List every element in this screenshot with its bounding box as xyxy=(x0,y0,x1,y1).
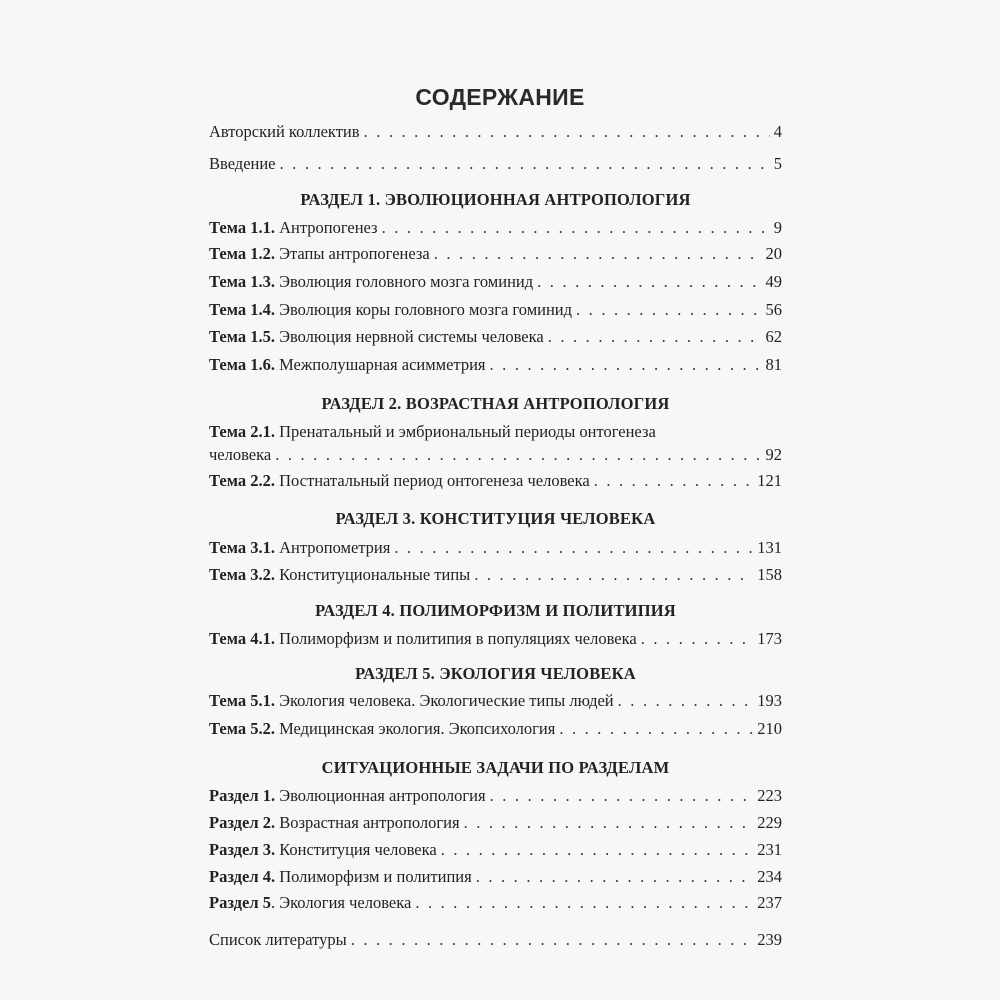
leader-dots xyxy=(594,469,754,493)
section-heading-3: РАЗДЕЛ 3. КОНСТИТУЦИЯ ЧЕЛОВЕКА xyxy=(335,509,656,528)
page-title: СОДЕРЖАНИЕ xyxy=(415,84,585,110)
toc-page-number: 92 xyxy=(765,445,782,464)
toc-page-number: 4 xyxy=(773,122,782,141)
toc-entry-number: Тема 4.1. xyxy=(209,629,275,648)
section-heading-tasks: СИТУАЦИОННЫЕ ЗАДАЧИ ПО РАЗДЕЛАМ xyxy=(321,758,670,777)
toc-entry-label: Антропогенез xyxy=(279,218,378,237)
leader-dots xyxy=(364,120,770,144)
toc-page-number: 49 xyxy=(765,272,782,291)
leader-dots xyxy=(474,563,753,587)
toc-entry-label: Эволюция нервной системы человека xyxy=(279,327,544,346)
toc-page-number: 81 xyxy=(765,355,782,374)
toc-entry-label: Эволюция головного мозга гоминид xyxy=(279,272,534,291)
toc-page-number: 62 xyxy=(765,327,782,346)
toc-entry-topic-2-1-line1[interactable] xyxy=(209,420,782,444)
toc-page-number: 56 xyxy=(765,300,782,319)
toc-entry-tasks-4[interactable] xyxy=(209,865,782,889)
toc-entry-label: . Экология человека xyxy=(270,893,412,912)
toc-page-number: 193 xyxy=(757,691,782,710)
toc-entry-label: Антропометрия xyxy=(279,538,391,557)
toc-entry-label: Эволюция коры головного мозга гоминид xyxy=(279,300,573,319)
leader-dots xyxy=(490,784,754,808)
leader-dots xyxy=(280,152,770,176)
leader-dots xyxy=(548,325,762,349)
leader-dots xyxy=(275,443,761,467)
toc-entry-authors[interactable] xyxy=(209,120,782,144)
toc-entry-number: Раздел 5 xyxy=(209,893,271,912)
toc-entry-tasks-5[interactable] xyxy=(209,891,782,915)
toc-entry-label: Полиморфизм и политипия в популяциях человека xyxy=(279,629,637,648)
toc-entry-topic-2-2[interactable] xyxy=(209,469,782,493)
toc-page-number: 9 xyxy=(773,218,782,237)
toc-entry-topic-5-2[interactable] xyxy=(209,717,782,741)
section-heading-1: РАЗДЕЛ 1. ЭВОЛЮЦИОННАЯ АНТРОПОЛОГИЯ xyxy=(300,190,691,209)
toc-page-number: 173 xyxy=(757,629,782,648)
toc-entry-number: Тема 5.1. xyxy=(209,691,275,710)
toc-entry-number: Тема 1.4. xyxy=(209,300,275,319)
toc-entry-number: Тема 2.1. xyxy=(209,422,275,441)
toc-entry-topic-1-4[interactable] xyxy=(209,298,782,322)
toc-page-number: 210 xyxy=(757,719,782,738)
toc-entry-topic-3-2[interactable] xyxy=(209,563,782,587)
toc-entry-number: Тема 1.5. xyxy=(209,327,275,346)
toc-entry-number: Раздел 4. xyxy=(209,867,276,886)
toc-entry-label: Введение xyxy=(209,154,276,173)
toc-page-number: 239 xyxy=(757,930,782,949)
toc-entry-topic-2-1[interactable] xyxy=(209,443,782,467)
toc-entry-tasks-1[interactable] xyxy=(209,784,782,808)
section-heading-5: РАЗДЕЛ 5. ЭКОЛОГИЯ ЧЕЛОВЕКА xyxy=(355,664,636,683)
toc-entry-number: Тема 2.2. xyxy=(209,471,275,490)
toc-page-number: 229 xyxy=(757,813,782,832)
toc-page-number: 158 xyxy=(757,565,782,584)
toc-entry-number: Тема 1.2. xyxy=(209,244,275,263)
toc-entry-topic-1-2[interactable] xyxy=(209,242,782,266)
leader-dots xyxy=(415,891,753,915)
toc-entry-number: Раздел 2. xyxy=(209,813,276,832)
toc-entry-number: Тема 1.3. xyxy=(209,272,275,291)
leader-dots xyxy=(382,216,770,240)
toc-entry-number: Тема 3.1. xyxy=(209,538,275,557)
leader-dots xyxy=(434,242,762,266)
toc-entry-label: Возрастная антропология xyxy=(279,813,460,832)
toc-entry-introduction[interactable] xyxy=(209,152,782,176)
toc-page-number: 231 xyxy=(757,840,782,859)
toc-entry-label: Пренатальный и эмбриональный периоды онтогенеза xyxy=(279,422,656,441)
toc-entry-number: Тема 5.2. xyxy=(209,719,275,738)
leader-dots xyxy=(351,928,754,952)
toc-entry-label: Этапы антропогенеза xyxy=(279,244,430,263)
toc-entry-topic-1-3[interactable] xyxy=(209,270,782,294)
toc-entry-label: Эволюционная антропология xyxy=(279,786,486,805)
toc-page-number: 223 xyxy=(757,786,782,805)
toc-entry-number: Раздел 1. xyxy=(209,786,276,805)
toc-entry-label: Авторский коллектив xyxy=(209,122,360,141)
toc-page-number: 237 xyxy=(757,893,782,912)
toc-entry-label-continued: человека xyxy=(209,445,272,464)
toc-entry-label: Экология человека. Экологические типы людей xyxy=(279,691,614,710)
toc-page-number: 131 xyxy=(757,538,782,557)
toc-entry-label: Межполушарная асимметрия xyxy=(279,355,486,374)
section-heading-4: РАЗДЕЛ 4. ПОЛИМОРФИЗМ И ПОЛИТИПИЯ xyxy=(315,601,676,620)
toc-entry-topic-4-1[interactable] xyxy=(209,627,782,651)
toc-entry-number: Тема 1.1. xyxy=(209,218,275,237)
leader-dots xyxy=(641,627,754,651)
section-heading-2: РАЗДЕЛ 2. ВОЗРАСТНАЯ АНТРОПОЛОГИЯ xyxy=(321,394,670,413)
leader-dots xyxy=(618,689,754,713)
toc-page-number: 5 xyxy=(773,154,782,173)
toc-entry-label: Конституциональные типы xyxy=(279,565,471,584)
toc-entry-label: Список литературы xyxy=(209,930,347,949)
toc-entry-tasks-2[interactable] xyxy=(209,811,782,835)
toc-entry-number: Тема 1.6. xyxy=(209,355,275,374)
leader-dots xyxy=(537,270,761,294)
toc-entry-topic-5-1[interactable] xyxy=(209,689,782,713)
toc-entry-topic-1-6[interactable] xyxy=(209,353,782,377)
toc-entry-label: Полиморфизм и политипия xyxy=(279,867,472,886)
leader-dots xyxy=(394,536,753,560)
toc-entry-topic-1-5[interactable] xyxy=(209,325,782,349)
leader-dots xyxy=(464,811,754,835)
toc-entry-label: Медицинская экология. Экопсихология xyxy=(279,719,556,738)
leader-dots xyxy=(476,865,754,889)
toc-page-number: 121 xyxy=(757,471,782,490)
toc-page-number: 20 xyxy=(765,244,782,263)
leader-dots xyxy=(490,353,762,377)
leader-dots xyxy=(559,717,753,741)
toc-entry-number: Раздел 3. xyxy=(209,840,276,859)
toc-entry-number: Тема 3.2. xyxy=(209,565,275,584)
toc-entry-references[interactable] xyxy=(209,928,782,952)
toc-entry-topic-3-1[interactable] xyxy=(209,536,782,560)
leader-dots xyxy=(441,838,754,862)
leader-dots xyxy=(576,298,761,322)
toc-entry-label: Постнатальный период онтогенеза человека xyxy=(279,471,590,490)
toc-entry-tasks-3[interactable] xyxy=(209,838,782,862)
toc-entry-label: Конституция человека xyxy=(279,840,437,859)
toc-entry-topic-1-1[interactable] xyxy=(209,216,782,240)
toc-page-number: 234 xyxy=(757,867,782,886)
